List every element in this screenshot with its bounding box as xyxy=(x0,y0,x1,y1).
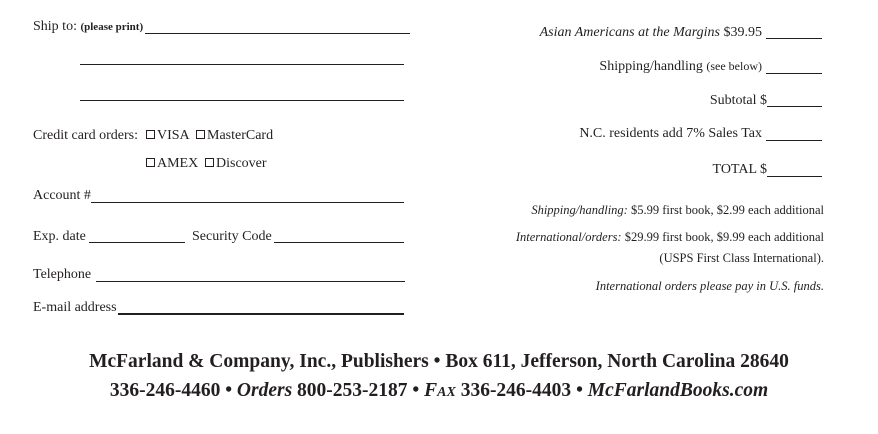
total-amount-line[interactable] xyxy=(767,176,822,177)
card-label-discover: Discover xyxy=(216,156,267,171)
tax-label: N.C. residents add 7% Sales Tax xyxy=(579,126,762,141)
contact-line xyxy=(0,380,878,402)
orders-phone: 800-253-2187 xyxy=(297,380,408,401)
website-link[interactable]: McFarlandBooks.com xyxy=(587,380,769,401)
card-option-visa[interactable] xyxy=(146,128,190,144)
shipping-amount-line[interactable] xyxy=(766,73,822,74)
international-note-label: International/orders: xyxy=(515,230,622,244)
card-option-discover[interactable] xyxy=(205,156,267,172)
shipping-note xyxy=(531,203,824,218)
security-code-line[interactable] xyxy=(274,242,404,243)
ship-to-label xyxy=(33,19,143,35)
international-pay-note: International orders please pay in U.S. funds. xyxy=(595,279,824,293)
book-price: $39.95 xyxy=(723,25,762,40)
exp-date-line[interactable] xyxy=(89,242,185,243)
total-label: TOTAL $ xyxy=(712,162,767,177)
ship-to-line-3[interactable] xyxy=(80,100,404,101)
orders-label: Orders xyxy=(236,380,293,401)
credit-card-label: Credit card orders: xyxy=(33,128,138,143)
separator: • xyxy=(428,351,446,372)
separator: • xyxy=(220,380,237,401)
publisher-address: Box 611, Jefferson, North Carolina 28640 xyxy=(445,351,789,372)
checkbox-amex[interactable] xyxy=(146,158,155,167)
checkbox-visa[interactable] xyxy=(146,130,155,139)
email-label: E-mail address xyxy=(33,300,117,315)
account-label: Account # xyxy=(33,188,91,203)
shipping-note-text: $5.99 first book, $2.99 each additional xyxy=(627,203,824,217)
card-label-mastercard: MasterCard xyxy=(207,128,274,143)
book-order-line xyxy=(540,25,762,41)
see-below-note: (see below) xyxy=(706,59,762,73)
card-label-visa: VISA xyxy=(157,128,190,143)
ship-to-line-1[interactable] xyxy=(145,33,410,34)
telephone-label: Telephone xyxy=(33,267,92,282)
subtotal-amount-line[interactable] xyxy=(767,106,822,107)
fax-label: Fax xyxy=(424,380,456,401)
card-label-amex: AMEX xyxy=(157,156,199,171)
shipping-line xyxy=(599,59,762,75)
please-print-note: (please print) xyxy=(80,21,144,33)
publisher-line xyxy=(0,351,878,373)
book-title: Asian Americans at the Margins xyxy=(539,25,720,40)
account-line[interactable] xyxy=(91,202,404,203)
shipping-label: Shipping/handling xyxy=(599,59,703,74)
email-line[interactable] xyxy=(118,313,404,315)
book-amount-line[interactable] xyxy=(766,38,822,39)
card-option-mastercard[interactable] xyxy=(196,128,273,144)
checkbox-discover[interactable] xyxy=(205,158,214,167)
international-note xyxy=(516,230,824,245)
tax-amount-line[interactable] xyxy=(766,140,822,141)
telephone-line[interactable] xyxy=(96,281,405,282)
international-note-line2: (USPS First Class International). xyxy=(659,251,824,265)
international-note-text: $29.99 first book, $9.99 each additional xyxy=(621,230,824,244)
exp-date-label: Exp. date xyxy=(33,229,86,244)
publisher-name: McFarland & Company, Inc., Publishers xyxy=(89,351,429,372)
phone-number: 336-246-4460 xyxy=(109,380,221,401)
checkbox-mastercard[interactable] xyxy=(196,130,205,139)
card-option-amex[interactable] xyxy=(146,156,198,172)
fax-phone: 336-246-4403 xyxy=(460,380,572,401)
separator: • xyxy=(407,380,425,401)
separator: • xyxy=(571,380,588,401)
ship-to-text: Ship to: xyxy=(33,19,77,34)
ship-to-line-2[interactable] xyxy=(80,64,404,65)
subtotal-label: Subtotal $ xyxy=(709,93,767,108)
security-code-label: Security Code xyxy=(192,229,272,244)
shipping-note-label: Shipping/handling: xyxy=(531,203,628,217)
